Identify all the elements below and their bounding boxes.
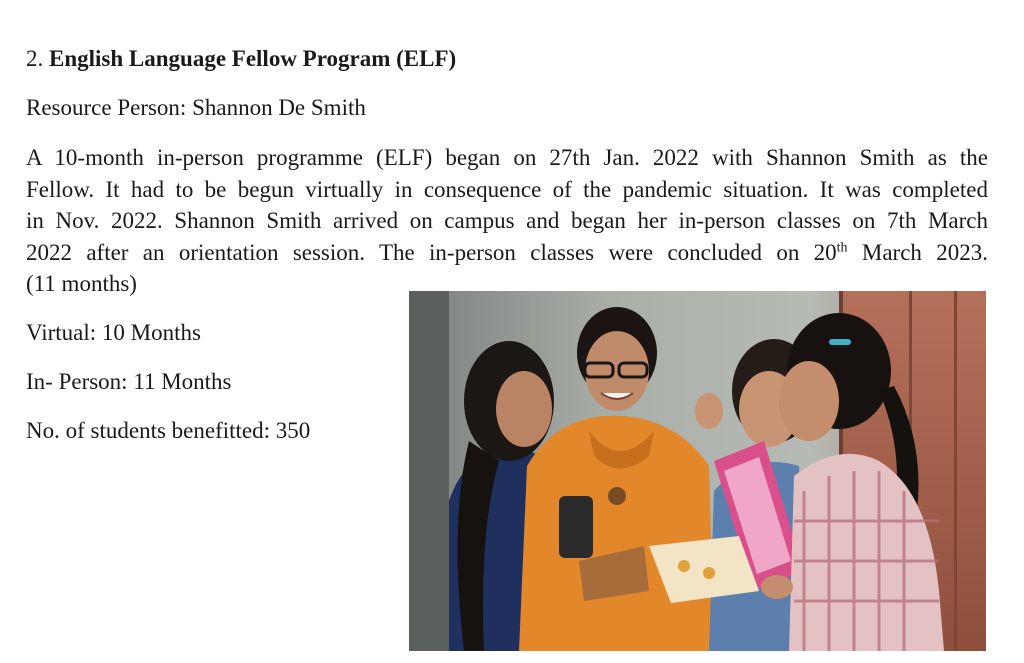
students-photo-illustration — [409, 291, 986, 651]
resource-person: Resource Person: Shannon De Smith — [26, 95, 366, 120]
students-photo — [409, 291, 986, 651]
ordinal-suffix: th — [836, 239, 848, 255]
paragraph-line-2: Fellow. It had to be begun virtually in consequence of the pandemic situation. It was completed — [26, 176, 988, 202]
in-person-duration: In- Person: 11 Months — [26, 369, 232, 394]
section-number: 2. — [26, 46, 44, 71]
paragraph-line-5: (11 months) — [26, 271, 137, 296]
section-heading — [26, 44, 456, 74]
paragraph-line-4-text: 2022 after an orientation session. The in-person classes were concluded on 20 — [26, 239, 837, 265]
paragraph-line-3: in Nov. 2022. Shannon Smith arrived on campus and began her in-person classes on 7th March — [26, 208, 988, 233]
students-benefitted: No. of students benefitted: 350 — [26, 418, 311, 443]
virtual-duration: Virtual: 10 Months — [26, 320, 201, 345]
paragraph-line-4-end: March 2023. — [847, 239, 988, 265]
program-description — [26, 142, 988, 300]
paragraph-line-1: A 10-month in-person programme (ELF) began on 27th Jan. 2022 with Shannon Smith as the — [26, 145, 988, 170]
paragraph-line-4 — [26, 237, 988, 269]
section-title: English Language Fellow Program (ELF) — [49, 46, 457, 71]
